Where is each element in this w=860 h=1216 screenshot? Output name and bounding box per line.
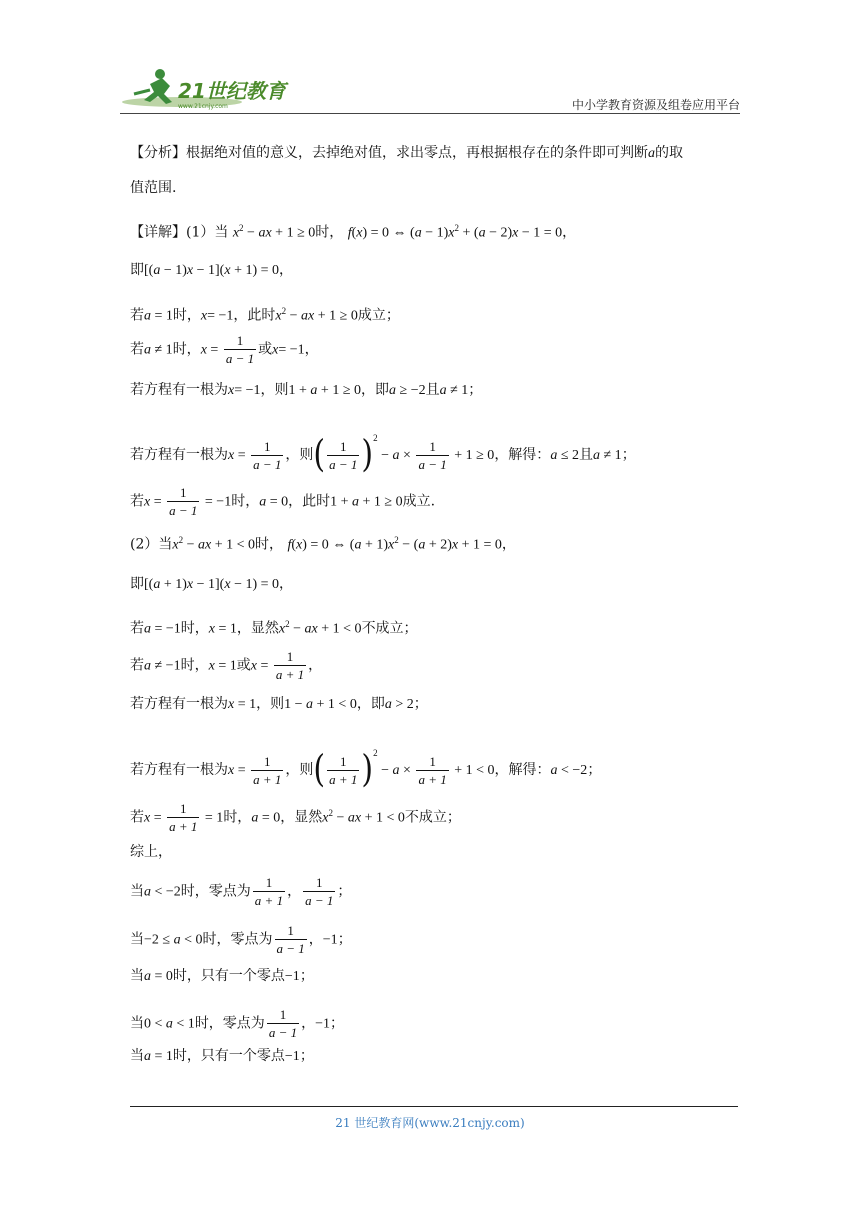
detail-line-17: 当−2 ≤ a < 0时，零点为 $\frac{1}{a - 1}$ ，−1； [130, 923, 352, 956]
detail-line-7: 若x = $\frac{1}{a - 1}$ = −1时，a = 0，此时1 + a + 1 ≥ 0成立. [130, 485, 436, 518]
svg-text:21世纪教育: 21世纪教育 [178, 79, 286, 103]
analysis-line-1: 【分析】根据绝对值的意义，去掉绝对值，求出零点，再根据根存在的条件即可判断a的取 [130, 145, 683, 161]
analysis-tag: 【分析】 [130, 145, 186, 161]
detail-line-15: 综上， [130, 844, 172, 860]
detail-line-3: 若a = 1时，x= −1，此时$x^2$ − ax + 1 ≥ 0成立； [130, 306, 400, 324]
header-rule [120, 113, 740, 114]
detail-line-2: 即[(a − 1)x − 1](x + 1) = 0， [130, 262, 294, 278]
detail-line-13: 若方程有一根为x = $\frac{1}{a + 1}$ ，则( $\frac{1}{a + 1}$ )$^2$ − a × $\frac{1}{a + 1}$ + 1 < 0，解得：a < −2； [130, 747, 602, 792]
detail-line-16: 当a < −2时，零点为 $\frac{1}{a + 1}$ ， $\frac{1}{a - 1}$ ； [130, 875, 352, 908]
detail-line-18: 当a = 0时，只有一个零点−1； [130, 968, 314, 984]
detail-line-6: 若方程有一根为x = $\frac{1}{a - 1}$ ，则( $\frac{1}{a - 1}$ )$^2$ − a × $\frac{1}{a - 1}$ + 1 ≥ 0，解得：a ≤ 2且a ≠ 1； [130, 432, 636, 477]
21cnjy-logo [120, 64, 300, 112]
detail-line-20: 当a = 1时，只有一个零点−1； [130, 1048, 314, 1064]
page-header [120, 64, 740, 114]
detail-line-12: 若方程有一根为x = 1，则1 − a + 1 < 0，即a > 2； [130, 696, 428, 712]
detail-line-1: 【详解】(1）当 $x^2$ − ax + 1 ≥ 0时， f(x) = 0 ⇔ $(a - 1)x^2 + (a - 2)x - 1 = 0$， [130, 223, 577, 241]
svg-text:www.21cnjy.com: www.21cnjy.com [178, 103, 228, 110]
detail-line-10: 若a = −1时，x = 1，显然$x^2$ − ax + 1 < 0不成立； [130, 619, 418, 637]
detail-line-11: 若a ≠ −1时，x = 1或x = $\frac{1}{a + 1}$ ， [130, 649, 323, 682]
detail-line-9: 即[(a + 1)x − 1](x − 1) = 0， [130, 576, 294, 592]
detail-tag: 【详解】 [130, 224, 186, 241]
detail-line-19: 当0 < a < 1时，零点为 $\frac{1}{a - 1}$ ，−1； [130, 1007, 344, 1040]
analysis-line-2: 值范围. [130, 180, 177, 196]
detail-line-14: 若x = $\frac{1}{a + 1}$ = 1时，a = 0，显然$x^2$ − ax + 1 < 0不成立； [130, 801, 461, 834]
platform-name: 中小学教育资源及组卷应用平台 [571, 98, 740, 112]
footer-rule [130, 1106, 738, 1107]
detail-line-4: 若a ≠ 1时，x = $\frac{1}{a - 1}$ 或x= −1， [130, 333, 319, 366]
detail-line-5: 若方程有一根为x= −1，则1 + a + 1 ≥ 0，即a ≥ −2且a ≠ 1； [130, 382, 483, 398]
detail-line-8: (2）当$x^2$ − ax + 1 < 0时， f(x) = 0 ⇔ $(a + 1)x^2 - (a + 2)x + 1 = 0$， [130, 535, 516, 553]
footer-text: 21 世纪教育网(www.21cnjy.com) [335, 1116, 525, 1130]
